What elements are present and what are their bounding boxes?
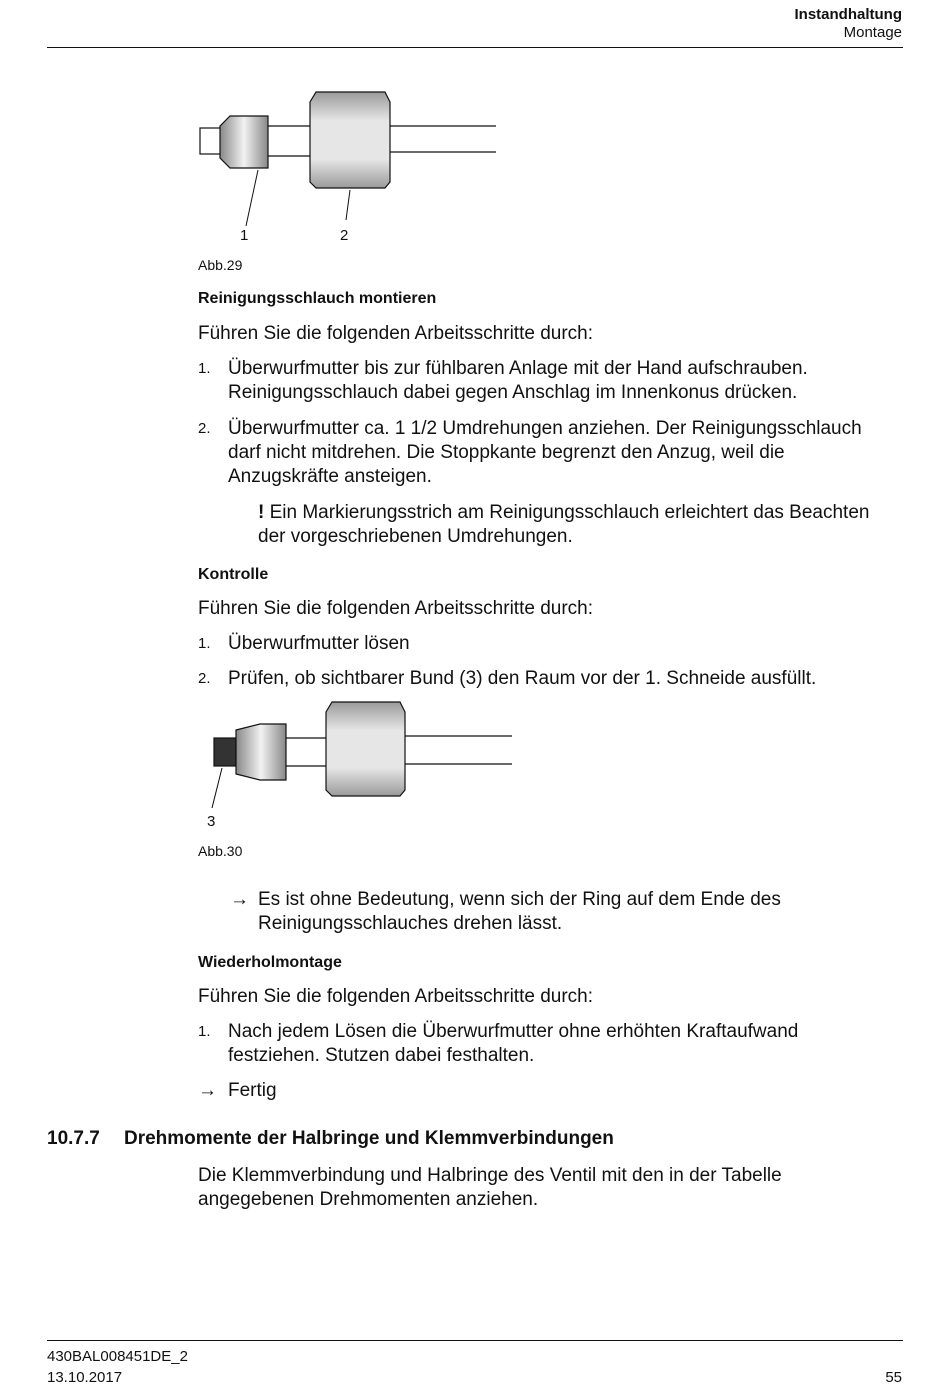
figure-caption-abb30: Abb.30 — [198, 843, 243, 859]
note-icon: ! — [258, 502, 265, 523]
step-number: 1. — [198, 635, 211, 652]
result-text: Es ist ohne Bedeutung, wenn sich der Ring auf dem Ende des Reinigungsschlauches drehen lässt. — [258, 889, 781, 934]
header-rule — [47, 47, 903, 48]
heading-kontrolle: Kontrolle — [198, 566, 269, 583]
footer-page-number: 55 — [885, 1369, 902, 1386]
header-title: Instandhaltung — [794, 6, 902, 23]
result-text-fertig: Fertig — [228, 1080, 277, 1101]
union-nut — [326, 702, 405, 796]
step-text: Überwurfmutter ca. 1 1/2 Umdrehungen anziehen. Der Reinigungsschlauch darf nicht mitdrehen. Die Stoppkante begrenzt den Anzug, weil die Anzugskräfte ansteigen. — [228, 418, 862, 487]
header-subtitle: Montage — [843, 24, 902, 41]
step-text: Überwurfmutter bis zur fühlbaren Anlage mit der Hand aufschrauben. Reinigungsschlauch dabei gegen Anschlag im Innenkonus drücken. — [228, 358, 808, 403]
step-text: Nach jedem Lösen die Überwurfmutter ohne erhöhten Kraftaufwand festziehen. Stutzen dabei festhalten. — [228, 1021, 799, 1066]
footer-date: 13.10.2017 — [47, 1369, 123, 1386]
figure-caption-abb29: Abb.29 — [198, 257, 243, 273]
figure-callout-2: 2 — [340, 227, 349, 244]
section-body-text: Die Klemmverbindung und Halbringe des Ventil mit den in der Tabelle angegebenen Drehmomenten anziehen. — [198, 1165, 782, 1210]
cutting-ring — [220, 116, 268, 168]
union-nut — [310, 92, 390, 188]
step-number: 2. — [198, 420, 211, 437]
step-number: 1. — [198, 360, 211, 377]
footer-rule — [47, 1340, 903, 1341]
step-text: Prüfen, ob sichtbarer Bund (3) den Raum vor der 1. Schneide ausfüllt. — [228, 668, 817, 689]
figure-callout-3: 3 — [207, 813, 216, 830]
heading-wiederholmontage: Wiederholmontage — [198, 954, 342, 971]
section-number: 10.7.7 — [47, 1128, 100, 1149]
visible-collar — [214, 738, 236, 766]
fitting-figure-abb29 — [190, 88, 510, 228]
cutting-ring — [236, 724, 286, 780]
footer-doc-id: 430BAL008451DE_2 — [47, 1348, 188, 1365]
intro-text-2: Führen Sie die folgenden Arbeitsschritte durch: — [198, 598, 594, 619]
figure-callout-1: 1 — [240, 227, 249, 244]
section-title: Drehmomente der Halbringe und Klemmverbindungen — [124, 1128, 614, 1149]
step-number: 2. — [198, 670, 211, 687]
step-text: Überwurfmutter lösen — [228, 633, 410, 654]
intro-text-1: Führen Sie die folgenden Arbeitsschritte durch: — [198, 323, 594, 344]
heading-reinigungsschlauch: Reinigungsschlauch montieren — [198, 290, 437, 307]
fitting-figure-abb30 — [200, 700, 520, 815]
result-arrow-icon: → — [230, 889, 249, 910]
step-number: 1. — [198, 1023, 211, 1040]
result-arrow-icon: → — [198, 1080, 217, 1101]
note-text: ! Ein Markierungsstrich am Reinigungsschlauch erleichtert das Beachten der vorgeschriebenen Umdrehungen. — [258, 502, 870, 547]
intro-text-3: Führen Sie die folgenden Arbeitsschritte durch: — [198, 986, 594, 1007]
